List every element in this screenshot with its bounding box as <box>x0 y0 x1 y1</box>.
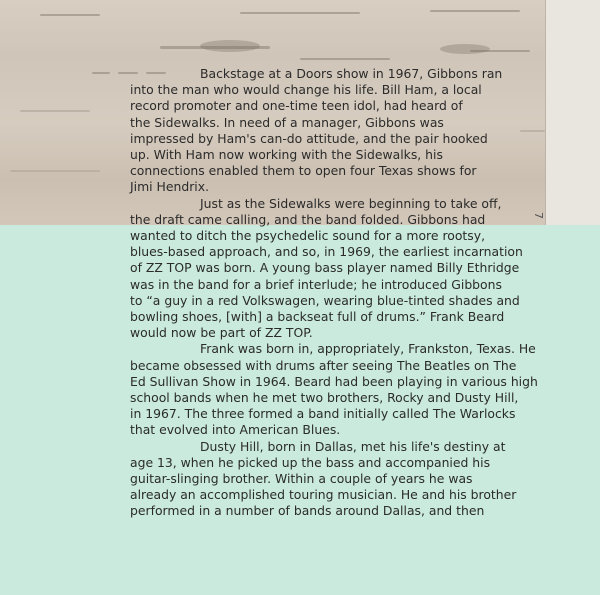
text-line: would now be part of ZZ TOP. <box>130 325 313 341</box>
text-line: record promoter and one-time teen idol, had heard of <box>130 98 463 114</box>
text-line: age 13, when he picked up the bass and accompanied his <box>130 454 491 470</box>
text-line: became obsessed with drums after seeing The Beatles on The <box>130 357 517 373</box>
text-line: the Sidewalks. In need of a manager, Gibbons was <box>130 114 444 130</box>
text-line: Ed Sullivan Show in 1964. Beard had been playing in various high <box>130 373 538 389</box>
text-line: the draft came calling, and the band folded. Gibbons had <box>130 211 486 227</box>
right-margin-strip <box>546 0 600 225</box>
text-line: wanted to ditch the psychedelic sound for a more rootsy, <box>130 228 486 244</box>
text-line: Frank was born in, appropriately, Frankston, Texas. He <box>200 341 536 357</box>
text-line: blues-based approach, and so, in 1969, the earliest incarnation <box>130 244 523 260</box>
text-line: Just as the Sidewalks were beginning to take off, <box>200 195 502 211</box>
text-line: that evolved into American Blues. <box>130 422 341 438</box>
text-line: Backstage at a Doors show in 1967, Gibbons ran <box>200 66 503 81</box>
text-line: into the man who would change his life. Bill Ham, a local <box>130 82 482 98</box>
text-line: Jimi Hendrix. <box>130 179 210 195</box>
text-line: of ZZ TOP was born. A young bass player named Billy Ethridge <box>130 260 520 276</box>
text-line: guitar-slinging brother. Within a couple of years he was <box>130 471 473 487</box>
text-line: impressed by Ham's can-do attitude, and the pair hooked <box>130 130 488 146</box>
paragraph-1 <box>130 66 550 196</box>
text-line: in 1967. The three formed a band initially called The Warlocks <box>130 406 516 422</box>
paragraph-4 <box>130 439 550 520</box>
paragraph-2 <box>130 196 550 342</box>
text-line: up. With Ham now working with the Sidewalks, his <box>130 147 443 163</box>
text-line: Dusty Hill, born in Dallas, met his life's destiny at <box>200 438 506 454</box>
page-number: 7 <box>532 212 545 220</box>
text-line: performed in a number of bands around Dallas, and then <box>130 503 485 519</box>
text-line: school bands when he met two brothers, Rocky and Dusty Hill, <box>130 390 519 406</box>
text-line: was in the band for a brief interlude; he introduced Gibbons <box>130 276 502 292</box>
paragraph-3 <box>130 341 550 438</box>
text-line: connections enabled them to open four Texas shows for <box>130 163 477 179</box>
body-text <box>130 66 550 520</box>
text-line: to “a guy in a red Volkswagen, wearing blue-tinted shades and <box>130 292 520 308</box>
text-line: bowling shoes, [with] a backseat full of drums.” Frank Beard <box>130 309 505 325</box>
text-line: already an accomplished touring musician. He and his brother <box>130 487 517 503</box>
